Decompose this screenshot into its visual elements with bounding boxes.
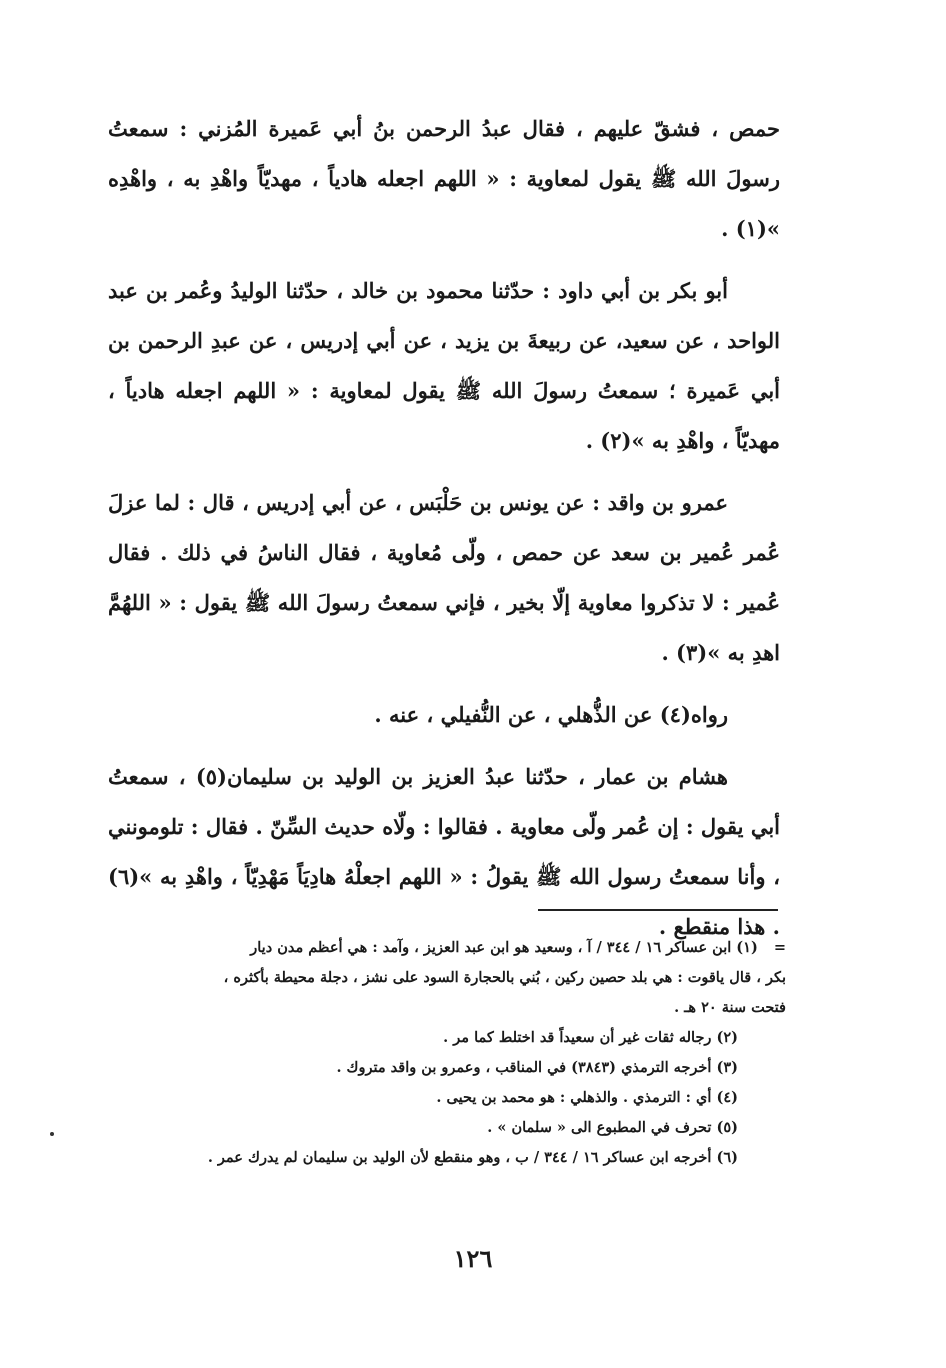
footnote-5: (٥) تحرف في المطبوع الى « سلمان » . — [487, 1119, 738, 1136]
continuation-mark: = — [773, 939, 786, 956]
footnote-6: (٦) أخرجه ابن عساكر ١٦ / ٣٤٤ / ب ، وهو منقطع لأن الوليد بن سليمان لم يدرك عمر . — [207, 1149, 738, 1166]
footnote-1-text: (١) ابن عساكر ١٦ / ٣٤٤ / آ ، وسعيد هو ابن عبد العزيز ، وآمد : هي أعظم مدن ديار — [250, 939, 758, 956]
page-number: ١٢٦ — [453, 1244, 493, 1273]
scan-speck — [50, 1132, 54, 1136]
paragraph-2: أبو بكر بن أبي داود : حدّثنا محمود بن خالد ، حدّثنا الوليدُ وعُمر بن عبد الواحد ، عن سعيد، عن ربيعةَ بن يزيد ، عن أبي إدريس ، عن عبدِ الرحمن بن أبي عَميرة ؛ سمعتُ رسولَ الله ﷺ يقول لمعاوية : « اللهم اجعله هادياً ، مهديّاً ، واهْدِ به »(٢) . — [108, 278, 780, 453]
footnote-4: (٤) أي : الترمذي . والذهلي : هو محمد بن يحيى . — [436, 1089, 738, 1106]
paragraph-1: حمص ، فشقّ عليهم ، فقال عبدُ الرحمن بنُ أبي عَميرة المُزني : سمعتُ رسولَ الله ﷺ يقول لمعاوية : « اللهم اجعله هادياً ، مهديّاً واهْدِ به ، واهْدِه »(١) . — [108, 116, 780, 241]
paragraph-5: هشام بن عمار ، حدّثنا عبدُ العزيز بن الوليد بن سليمان(٥) ، سمعتُ أبي يقول : إن عُمر ولّى معاوية . فقالوا : ولّاه حديث السِّنّ . فقال : تلومونني ، وأنا سمعتُ رسول الله ﷺ يقولُ : « اللهم اجعلْهُ هادِيَاً مَهْدِيّاً ، واهْدِ به »(٦) . هذا منقطع . — [108, 764, 780, 939]
paragraph-4: رواه(٤) عن الذُّهلي ، عن النُّفيلي ، عنه . — [374, 702, 728, 727]
footnote-3: (٣) أخرجه الترمذي (٣٨٤٣) في المناقب ، وعمرو بن واقد متروك . — [336, 1059, 738, 1076]
footnote-2: (٢) رجاله ثقات غير أن سعيداً قد اختلط كما مر . — [443, 1029, 738, 1046]
footnote-separator — [538, 909, 778, 911]
paragraph-3: عمرو بن واقد : عن يونس بن حَلْبَس ، عن أبي إدريس ، قال : لما عزلَ عُمر عُمير بن سعد عن حمص ، ولّى مُعاوية ، فقال الناسُ في ذلك . فقال عُمير : لا تذكروا معاوية إلّا بخير ، فإني سمعتُ رسولَ الله ﷺ يقول : « اللهُمَّ اهدِ به »(٣) . — [108, 490, 780, 665]
main-text — [108, 104, 780, 964]
footnote-1-line-1 — [104, 934, 786, 962]
footnote-1-line-3: فتحت سنة ٢٠ هـ . — [674, 999, 786, 1016]
footnotes — [104, 934, 786, 1174]
footnote-1-line-2: بكر ، قال ياقوت : هي بلد حصين ركين ، بُني بالحجارة السود على نشز ، دجلة محيطة بأكثره ، — [223, 969, 786, 986]
